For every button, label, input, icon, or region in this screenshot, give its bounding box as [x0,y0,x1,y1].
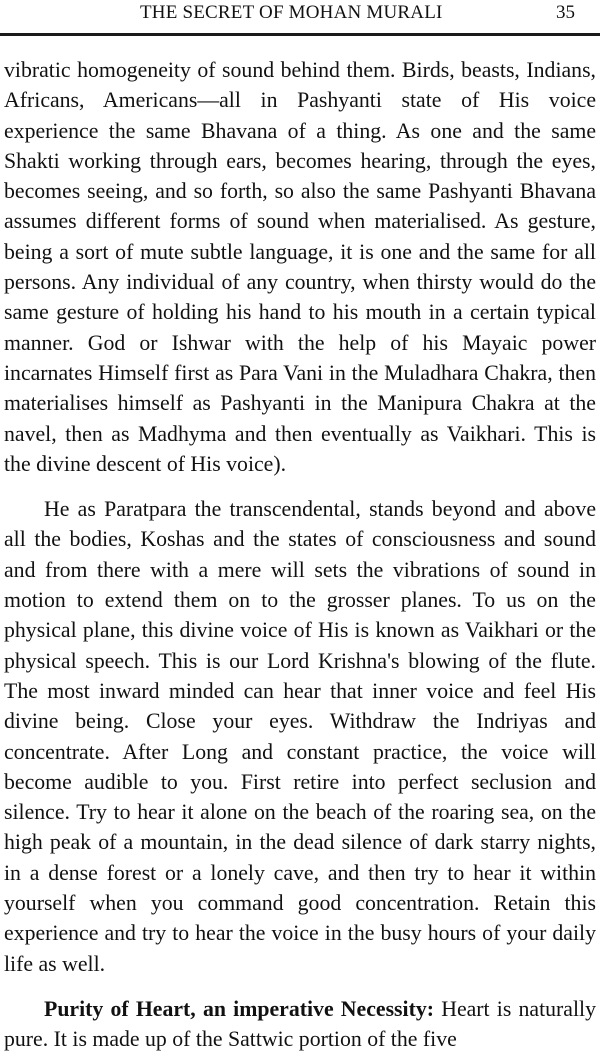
paragraph-continued: vibratic homogeneity of sound behind them. Birds, beasts, Indians, Africans, Americans—all in Pashyanti state of His voice experience the same Bhavana of a thing. As one and the same Shakti working through ears, becomes hearing, through the eyes, becomes seeing, and so forth, so also the same Pashyanti Bhavana assumes different forms of sound when materialised. As gesture, being a sort of mute subtle language, it is one and the same for all persons. Any individual of any country, when thirsty would do the same gesture of holding his hand to his mouth in a certain typical manner. God or Ishwar with the help of his Mayaic power incarnates Himself first as Para Vani in the Muladhara Chakra, then materialises himself as Pashyanti in the Manipura Chakra at the navel, then as Madhyma and then eventually as Vaikhari. This is the divine descent of His voice). [4,58,596,476]
paragraph-paratpara: He as Paratpara the transcendental, stands beyond and above all the bodies, Koshas and the states of consciousness and sound and from there with a mere will sets the vibrations of sound in motion to extend them on to the grosser planes. To us on the physical plane, this divine voice of His is known as Vaikhari or the physical speech. This is our Lord Krishna's blowing of the flute. The most inward minded can hear that inner voice and feel His divine being. Close your eyes. Withdraw the Indriyas and concentrate. After Long and constant practice, the voice will become audible to you. First retire into perfect seclusion and silence. Try to hear it alone on the beach of the roaring sea, on the high peak of a mountain, in the dead silence of dark starry nights, in a dense forest or a lonely cave, and then try to hear it within yourself when you command good concentration. Retain this experience and try to hear the voice in the busy hours of your daily life as well. [4,497,596,976]
paragraph-purity-text: Heart is naturally pure. It is made up of the Sattwic portion of the five [4,996,596,1052]
body-text [4,55,596,1055]
header-rule [0,33,600,36]
paragraph-purity-of-heart [4,994,596,1055]
page-number: 35 [556,2,575,23]
running-title: THE SECRET OF MOHAN MURALI [140,2,443,23]
section-subheading: Purity of Heart, an imperative Necessity: [44,996,435,1021]
running-header [0,2,600,26]
